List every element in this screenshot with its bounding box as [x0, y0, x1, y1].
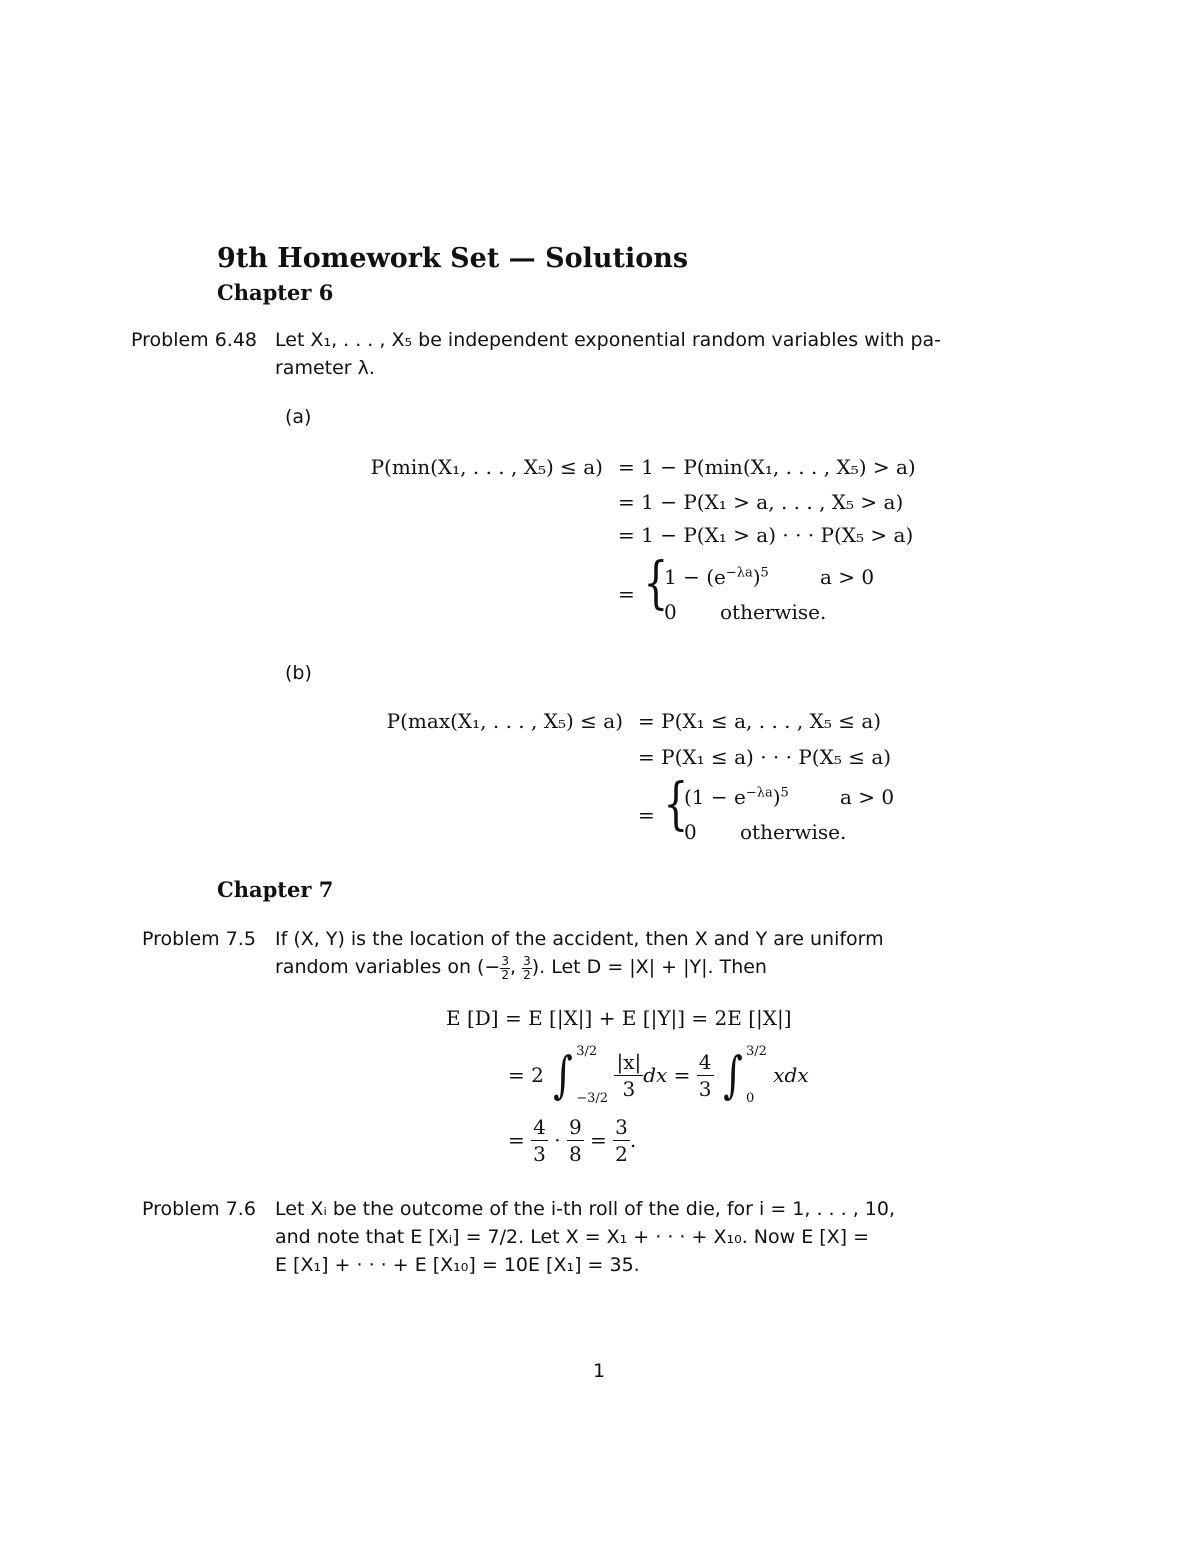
problem-7-6-text-line3: E [X₁] + · · · + E [X₁₀] = 10E [X₁] = 35. [275, 1254, 640, 1276]
part-b-case2-condition: otherwise. [740, 820, 847, 844]
part-b-label: (b) [285, 662, 312, 684]
part-a-case1: $1 - (e^{-\lambda a})^5$ [664, 565, 769, 589]
part-a-case2-condition: otherwise. [720, 600, 827, 624]
page-number: 1 [593, 1360, 606, 1382]
problem-6-48-text-line1: Let X₁, . . . , X₅ be independent exponential random variables with pa- [275, 329, 942, 351]
part-a-brace: { [643, 551, 669, 616]
part-a-step1: = 1 − P(min(X₁, . . . , X₅) > a) [618, 455, 916, 479]
problem-7-5-text-line1: If (X, Y) is the location of the accident, then X and Y are uniform [275, 928, 884, 950]
part-a-equals: = [618, 582, 635, 606]
part-a-case1-condition: a > 0 [820, 565, 875, 589]
chapter-7-heading: Chapter 7 [217, 877, 334, 902]
part-a-label: (a) [285, 406, 312, 428]
problem-7-6-text-line2: and note that E [Xᵢ] = 7/2. Let X = X₁ + · · · + X₁₀. Now E [X] = [275, 1226, 870, 1248]
problem-7-5-equation-3: = $\frac{4}{3}$ · $\frac{9}{8}$ = $\frac{3}{2}$ . [508, 1114, 637, 1166]
part-b-lhs: P(max(X₁, . . . , X₅) ≤ a) [386, 709, 623, 733]
page-title: 9th Homework Set — Solutions [217, 243, 689, 274]
problem-7-5-label: Problem 7.5 [142, 928, 256, 950]
problem-6-48-text-line2: rameter λ. [275, 357, 375, 379]
part-a-step3: = 1 − P(X₁ > a) · · · P(X₅ > a) [618, 523, 914, 547]
problem-6-48-label: Problem 6.48 [131, 329, 258, 351]
part-a-case2: 0 [664, 600, 677, 624]
problem-7-5-equation-1: E [D] = E [|X|] + E [|Y|] = 2E [|X|] [446, 1006, 792, 1030]
problem-7-5-equation-2: = 2 ∫ 3/2 −3/2 $\frac{|x|}{3}$ dx = $\frac{4}{3}$ ∫ 3/2 0 xdx [508, 1044, 809, 1106]
part-b-brace: { [663, 772, 689, 837]
problem-7-6-label: Problem 7.6 [142, 1198, 256, 1220]
problem-7-6-text-line1: Let Xᵢ be the outcome of the i-th roll of the die, for i = 1, . . . , 10, [275, 1198, 895, 1220]
part-b-equals: = [638, 803, 655, 827]
part-b-case2: 0 [684, 820, 697, 844]
part-b-case1: $(1 - e^{-\lambda a})^5$ [684, 785, 789, 809]
part-a-lhs: P(min(X₁, . . . , X₅) ≤ a) [370, 455, 603, 479]
chapter-6-heading: Chapter 6 [217, 280, 334, 305]
part-b-case1-condition: a > 0 [840, 785, 895, 809]
part-b-step1: = P(X₁ ≤ a, . . . , X₅ ≤ a) [638, 709, 882, 733]
problem-7-5-text-line2: random variables on (− $\frac{3}{2}$ , $\frac{3}{2}$ ). Let D = |X| + |Y|. Then [275, 953, 767, 982]
part-a-step2: = 1 − P(X₁ > a, . . . , X₅ > a) [618, 490, 904, 514]
part-b-step2: = P(X₁ ≤ a) · · · P(X₅ ≤ a) [638, 745, 892, 769]
